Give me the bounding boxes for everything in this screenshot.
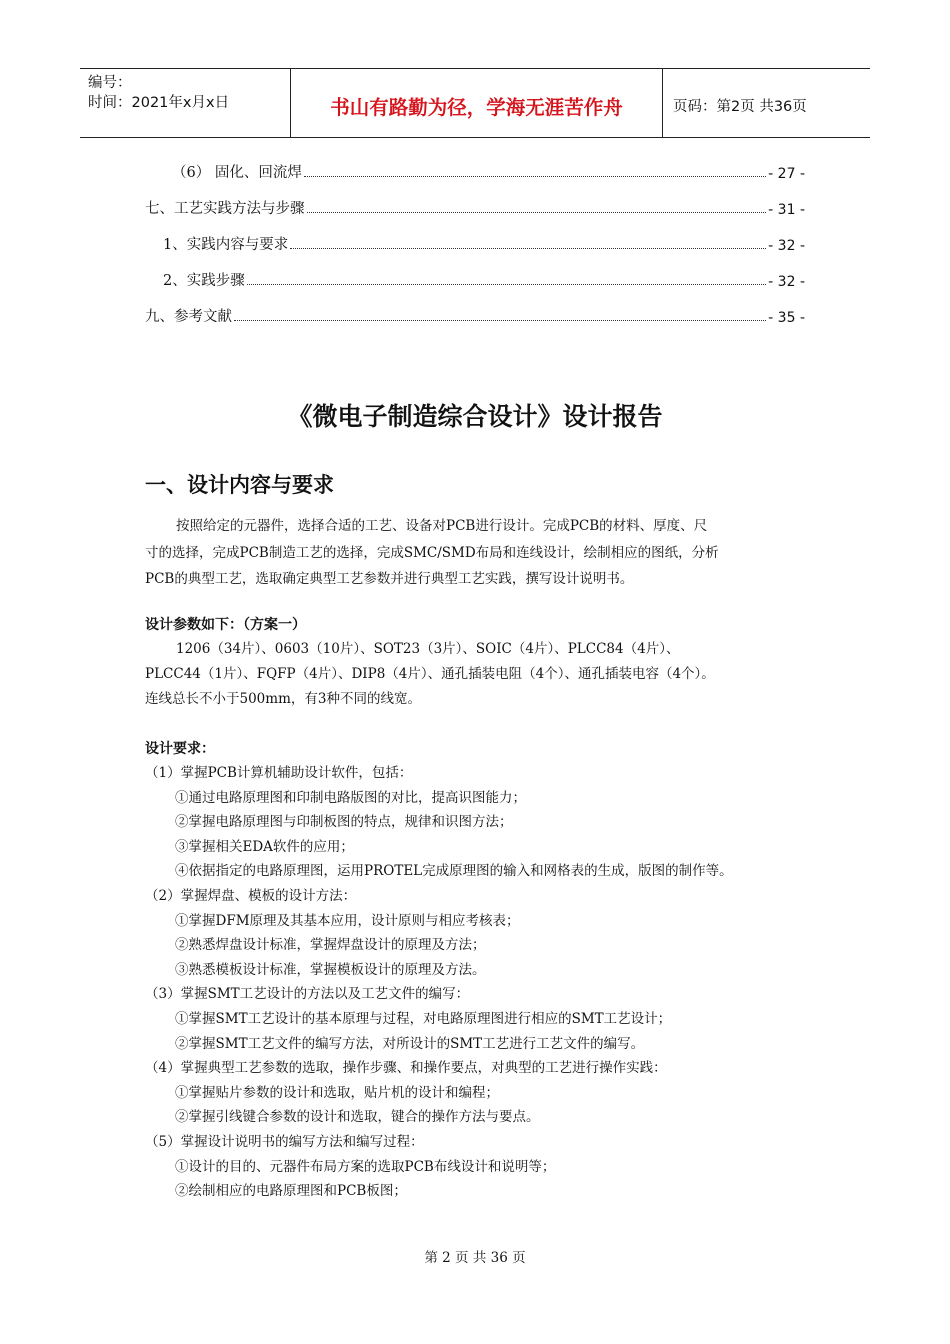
toc-entry[interactable]	[145, 304, 805, 326]
params-line: PLCC44（1片）、FQFP（4片）、DIP8（4片）、通孔插装电阻（4个）、通孔插装电容（4个）。	[145, 666, 715, 682]
toc-entry-page: - 27 -	[768, 166, 805, 182]
params-line: 1206（34片）、0603（10片）、SOT23（3片）、SOIC（4片）、PLCC84（4片）、	[176, 641, 680, 657]
requirement-item: （4）掌握典型工艺参数的选取，操作步骤、和操作要点，对典型的工艺进行操作实践：	[145, 1060, 667, 1077]
header-meta	[80, 69, 291, 137]
toc-entry-page: - 32 -	[768, 274, 805, 290]
requirement-item: （1）掌握PCB计算机辅助设计软件，包括：	[145, 765, 413, 781]
requirement-subitem: ①设计的目的、元器件布局方案的选取PCB布线设计和说明等；	[175, 1158, 556, 1175]
time-label: 时间：2021年x月x日	[88, 95, 230, 111]
number-label: 编号：	[88, 75, 132, 91]
toc-entry-page: - 32 -	[768, 238, 805, 254]
page-footer: 第 2 页 共 36 页	[424, 1250, 526, 1266]
document-title: 《微电子制造综合设计》设计报告	[287, 402, 663, 431]
requirement-subitem: ②熟悉焊盘设计标准，掌握焊盘设计的原理及方法；	[175, 937, 486, 954]
requirement-item: （2）掌握焊盘、模板的设计方法：	[145, 887, 357, 904]
toc-entry[interactable]	[145, 268, 805, 290]
toc-entry[interactable]	[145, 160, 805, 182]
toc-leader	[234, 320, 766, 321]
requirement-item: （5）掌握设计说明书的编写方法和编写过程：	[145, 1133, 424, 1150]
page-header	[80, 68, 870, 138]
requirement-subitem: ①掌握贴片参数的设计和选取，贴片机的设计和编程；	[175, 1084, 499, 1101]
requirement-subitem: ②掌握电路原理图与印制板图的特点，规律和识图方法；	[175, 814, 513, 831]
requirement-subitem: ①掌握SMT工艺设计的基本原理与过程，对电路原理图进行相应的SMT工艺设计；	[175, 1010, 672, 1027]
intro-line: 按照给定的元器件，选择合适的工艺、设备对PCB进行设计。完成PCB的材料、厚度、尺	[176, 518, 708, 534]
params-line: 连线总长不小于500mm，有3种不同的线宽。	[145, 691, 421, 707]
header-motto: 书山有路勤为径，学海无涯苦作舟	[291, 69, 663, 137]
toc-leader	[247, 284, 766, 285]
requirements-label: 设计要求：	[145, 741, 215, 757]
requirement-item: （3）掌握SMT工艺设计的方法以及工艺文件的编写：	[145, 986, 470, 1003]
toc-entry[interactable]	[145, 232, 805, 254]
intro-paragraph	[145, 513, 810, 593]
section-heading: 一、设计内容与要求	[145, 473, 334, 497]
toc-entry-page: - 31 -	[768, 202, 805, 218]
requirement-subitem: ①掌握DFM原理及其基本应用，设计原则与相应考核表；	[175, 912, 520, 929]
requirement-subitem: ②掌握SMT工艺文件的编写方法，对所设计的SMT工艺进行工艺文件的编写。	[175, 1035, 645, 1052]
requirement-subitem: ①通过电路原理图和印制电路版图的对比，提高识图能力；	[175, 789, 526, 806]
toc-leader	[290, 248, 766, 249]
requirement-subitem: ②掌握引线键合参数的设计和选取，键合的操作方法与要点。	[175, 1109, 540, 1126]
toc-entry[interactable]	[145, 196, 805, 218]
requirement-subitem: ②绘制相应的电路原理图和PCB板图；	[175, 1183, 407, 1200]
requirement-subitem: ③熟悉模板设计标准，掌握模板设计的原理及方法。	[175, 961, 486, 978]
params-label: 设计参数如下：（方案一）	[145, 617, 306, 633]
requirement-subitem: ④依据指定的电路原理图，运用PROTEL完成原理图的输入和网格表的生成，版图的制作等。	[175, 863, 733, 880]
toc-entry-page: - 35 -	[768, 310, 805, 326]
intro-line: PCB的典型工艺，选取确定典型工艺参数并进行典型工艺实践，撰写设计说明书。	[145, 571, 634, 587]
requirement-subitem: ③掌握相关EDA软件的应用；	[175, 838, 354, 855]
toc-leader	[307, 212, 767, 213]
toc-leader	[304, 176, 766, 177]
toc-entry-label: （6） 固化、回流焊	[172, 165, 302, 181]
header-page-label: 页码：第2页 共36页	[673, 98, 807, 115]
toc-entry-label: 七、工艺实践方法与步骤	[145, 201, 305, 217]
intro-line: 寸的选择，完成PCB制造工艺的选择，完成SMC/SMD布局和连线设计，绘制相应的图纸，分析	[145, 544, 719, 561]
toc-entry-label: 2、实践步骤	[163, 273, 245, 289]
params-paragraph	[145, 637, 810, 712]
requirements-list	[145, 761, 825, 1204]
toc-entry-label: 1、实践内容与要求	[163, 237, 289, 253]
toc-entry-label: 九、参考文献	[145, 309, 232, 325]
